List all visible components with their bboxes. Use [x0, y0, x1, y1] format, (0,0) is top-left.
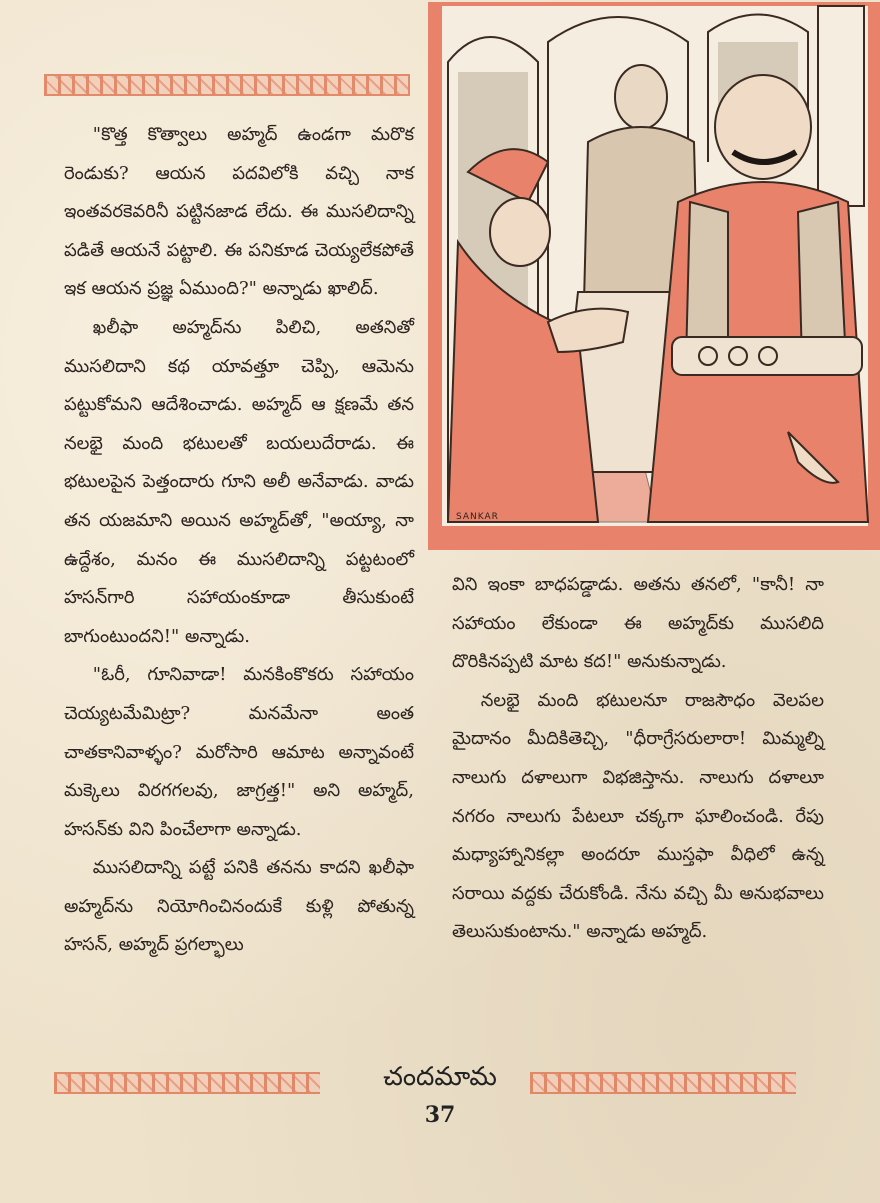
paragraph: ముసలిదాన్ని పట్టే పనికి తనను కాదని ఖలీఫా అహ్మద్‌ను నియోగించినందుకే కుళ్లి పోతున్న హసన్, అహ్మద్ ప్రగల్భాలు	[64, 857, 414, 956]
illustrator-signature: SANKAR	[456, 512, 499, 522]
right-text-column	[452, 566, 824, 952]
magazine-title: చందమామ	[383, 1062, 497, 1092]
paragraph: ఖలీఫా అహ్మద్‌ను పిలిచి, అతనితో ముసలిదాని కథ యావత్తూ చెప్పి, ఆమెను పట్టుకోమని ఆదేశించాడు. అహ్మద్ ఆ క్షణమే తన నలభై మంది భటులతో బయలుదేరాడు. ఈ భటులపైన పెత్తందారు గూని అలీ అనేవాడు. వాడు తన యజమాని అయిన అహ్మద్‌తో, "అయ్యా, నా ఉద్దేశం, మనం ఈ ముసలిదాన్ని పట్టటంలో హసన్‌గారి సహాయంకూడా తీసుకుంటే బాగుంటుందని!" అన్నాడు.	[64, 316, 414, 647]
story-illustration	[428, 2, 880, 550]
paragraph: నలభై మంది భటులనూ రాజసౌధం వెలపల మైదానం మీదికితెచ్చి, "ధీరాగ్రేసరులారా! మిమ్మల్ని నాలుగు దళాలుగా విభజిస్తాను. నాలుగు దళాలూ నగరం నాలుగు పేటలూ చక్కగా ఘాలించండి. రేపు మధ్యాహ్నానికల్లా అందరూ ముస్తఫా వీధిలో ఉన్న సరాయి వద్దకు చేరుకోండి. నేను వచ్చి మీ అనుభవాలు తెలుసుకుంటాను." అన్నాడు అహ్మద్.	[452, 689, 824, 943]
top-decorative-border	[44, 74, 410, 96]
paragraph: "ఓరీ, గూనివాడా! మనకింకొకరు సహాయం చెయ్యటమేమిట్రా? మనమేనా అంత చాతకానివాళ్ళం? మరోసారి ఆమాట అన్నావంటే మక్కెలు విరగగలవు, జాగ్రత్త!" అని అహ్మద్, హసన్‌కు విని పించేలాగా అన్నాడు.	[64, 664, 414, 840]
paragraph: "కొత్త కొత్వాలు అహ్మద్ ఉండగా మరొక రెండుకు? ఆయన పదవిలోకి వచ్చి నాక ఇంతవరకెవరినీ పట్టినజాడ లేదు. ఈ ముసలిదాన్ని పడితే ఆయనే పట్టాలి. ఈ పనికూడ చెయ్యలేకపోతే ఇక ఆయన ప్రజ్ఞ ఏముంది?" అన్నాడు ఖాలిద్.	[64, 124, 414, 300]
paragraph: విని ఇంకా బాధపడ్డాడు. అతను తనలో, "కానీ! నా సహాయం లేకుండా ఈ అహ్మద్‌కు ముసలిది దొరికినప్పటి మాట కద!" అనుకున్నాడు.	[452, 574, 824, 673]
page-number: 37	[424, 1102, 456, 1128]
illustration-drawing	[428, 2, 880, 550]
left-text-column	[64, 116, 414, 965]
